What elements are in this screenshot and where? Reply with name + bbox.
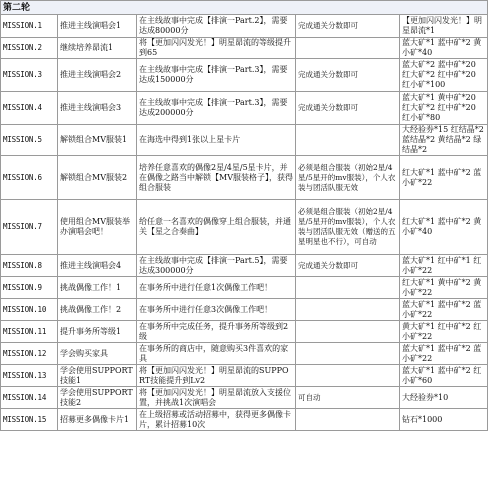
mission-name: 挑战偶像工作！1	[58, 277, 137, 299]
mission-task: 在上级招募或活动招募中，获得更多偶像卡片，累计招募10次	[137, 409, 296, 431]
table-row	[1, 343, 488, 365]
mission-name: 推进主线演唱会4	[58, 255, 137, 277]
table-row	[1, 38, 488, 59]
mission-condition	[296, 365, 400, 387]
mission-name: 继续培养昴流1	[58, 38, 137, 59]
mission-id: MISSION.12	[1, 343, 58, 365]
mission-name: 挑战偶像工作！2	[58, 299, 137, 321]
mission-condition	[296, 321, 400, 343]
mission-id: MISSION.6	[1, 156, 58, 200]
mission-name: 学会购买家具	[58, 343, 137, 365]
mission-reward: 蓝大矿*1 蓝中矿*2 蓝小矿*22	[400, 299, 488, 321]
mission-task: 在事务所中进行任意3次偶像工作吧！	[137, 299, 296, 321]
table-row	[1, 156, 488, 200]
mission-id: MISSION.14	[1, 387, 58, 409]
table-row	[1, 299, 488, 321]
mission-name: 招募更多偶像卡片1	[58, 409, 137, 431]
mission-condition	[296, 277, 400, 299]
mission-id: MISSION.11	[1, 321, 58, 343]
mission-id: MISSION.13	[1, 365, 58, 387]
mission-condition	[296, 125, 400, 156]
section-header-row	[1, 1, 488, 15]
mission-id: MISSION.1	[1, 15, 58, 38]
mission-reward: 红大矿*1 黄中矿*2 黄小矿*22	[400, 277, 488, 299]
mission-name: 推进主线演唱会2	[58, 59, 137, 92]
mission-name: 解锁组合MV服装1	[58, 125, 137, 156]
table-row	[1, 255, 488, 277]
mission-condition: 可自动	[296, 387, 400, 409]
mission-id: MISSION.4	[1, 92, 58, 125]
mission-reward: 蓝大矿*1 蓝中矿*2 蓝小矿*22	[400, 343, 488, 365]
mission-task: 将【更加闪闪发光！】明星昴流放入支援位置，并挑战1次演唱会	[137, 387, 296, 409]
section-title: 第二轮	[1, 1, 488, 15]
table-row	[1, 59, 488, 92]
table-row	[1, 387, 488, 409]
mission-task: 培养任意喜欢的偶像2星/4星/5星卡片，并在偶像之路当中解锁【MV服装格子】，获得组合服装	[137, 156, 296, 200]
mission-name: 提升事务所等级1	[58, 321, 137, 343]
mission-reward: 黄大矿*1 红中矿*2 红小矿*22	[400, 321, 488, 343]
mission-task: 在事务所中进行任意1次偶像工作吧！	[137, 277, 296, 299]
mission-reward: 蓝大矿*2 蓝中矿*20 红大矿*2 红中矿*20 红小矿*100	[400, 59, 488, 92]
mission-condition: 完成通关分数即可	[296, 15, 400, 38]
mission-task: 在海选中得到1张以上星卡片	[137, 125, 296, 156]
mission-condition: 必须是组合服装（初始2星/4星/5星开的mv服装），个人衣装与团活队服无效（赠送的五星明星也不行），可自动	[296, 200, 400, 255]
mission-id: MISSION.8	[1, 255, 58, 277]
mission-condition: 完成通关分数即可	[296, 92, 400, 125]
mission-reward: 红大矿*1 蓝中矿*2 黄小矿*40	[400, 200, 488, 255]
table-row	[1, 125, 488, 156]
mission-name: 学会使用SUPPORT技能2	[58, 387, 137, 409]
mission-condition: 必须是组合服装（初始2星/4星/5星开的mv服装），个人衣装与团活队服无效	[296, 156, 400, 200]
mission-id: MISSION.10	[1, 299, 58, 321]
mission-id: MISSION.15	[1, 409, 58, 431]
mission-reward: 钻石*1000	[400, 409, 488, 431]
mission-task: 将【更加闪闪发光！】明星昴流的SUPPORT技能提升到Lv2	[137, 365, 296, 387]
table-row	[1, 409, 488, 431]
table-row	[1, 277, 488, 299]
mission-task: 在事务所的商店中，随意购买3件喜欢的家具	[137, 343, 296, 365]
mission-task: 将【更加闪闪发光！】明星昴流的等级提升到65	[137, 38, 296, 59]
table-row	[1, 200, 488, 255]
mission-name: 推进主线演唱会3	[58, 92, 137, 125]
mission-condition	[296, 38, 400, 59]
mission-condition: 完成通关分数即可	[296, 59, 400, 92]
mission-name: 学会使用SUPPORT技能1	[58, 365, 137, 387]
mission-reward: 蓝大矿*1 蓝中矿*2 红小矿*60	[400, 365, 488, 387]
mission-task: 在主线故事中完成【排演一Part.3】，需要达成150000分	[137, 59, 296, 92]
mission-reward: 红大矿*1 蓝中矿*2 蓝小矿*22	[400, 156, 488, 200]
mission-reward: 大经验券*10	[400, 387, 488, 409]
mission-task: 在主线故事中完成【排演一Part.5】，需要达成300000分	[137, 255, 296, 277]
mission-task: 给任意一名喜欢的偶像穿上组合服装，并通关【星之合奏曲】	[137, 200, 296, 255]
mission-reward: 【更加闪闪发光！】明星昴流*1	[400, 15, 488, 38]
table-row	[1, 92, 488, 125]
mission-reward: 蓝大矿*1 蓝中矿*2 黄小矿*40	[400, 38, 488, 59]
mission-reward: 大经验券*15 红结晶*2 蓝结晶*2 黄结晶*2 绿结晶*2	[400, 125, 488, 156]
mission-reward: 蓝大矿*1 黄中矿*20 红大矿*2 红中矿*20 红小矿*80	[400, 92, 488, 125]
table-row	[1, 365, 488, 387]
mission-task: 在主线故事中完成【排演一Part.3】，需要达成200000分	[137, 92, 296, 125]
mission-condition	[296, 343, 400, 365]
mission-reward: 蓝大矿*1 红中矿*1 红小矿*22	[400, 255, 488, 277]
table-row	[1, 15, 488, 38]
mission-task: 在主线故事中完成【排演一Part.2】，需要达成80000分	[137, 15, 296, 38]
mission-name: 解锁组合MV服装2	[58, 156, 137, 200]
mission-id: MISSION.9	[1, 277, 58, 299]
mission-condition	[296, 299, 400, 321]
mission-name: 推进主线演唱会1	[58, 15, 137, 38]
mission-condition: 完成通关分数即可	[296, 255, 400, 277]
mission-task: 在事务所中完成任务，提升事务所等级到2级	[137, 321, 296, 343]
mission-name: 使用组合MV服装举办演唱会吧！	[58, 200, 137, 255]
mission-id: MISSION.7	[1, 200, 58, 255]
mission-condition	[296, 409, 400, 431]
mission-id: MISSION.3	[1, 59, 58, 92]
mission-id: MISSION.5	[1, 125, 58, 156]
mission-id: MISSION.2	[1, 38, 58, 59]
table-row	[1, 321, 488, 343]
